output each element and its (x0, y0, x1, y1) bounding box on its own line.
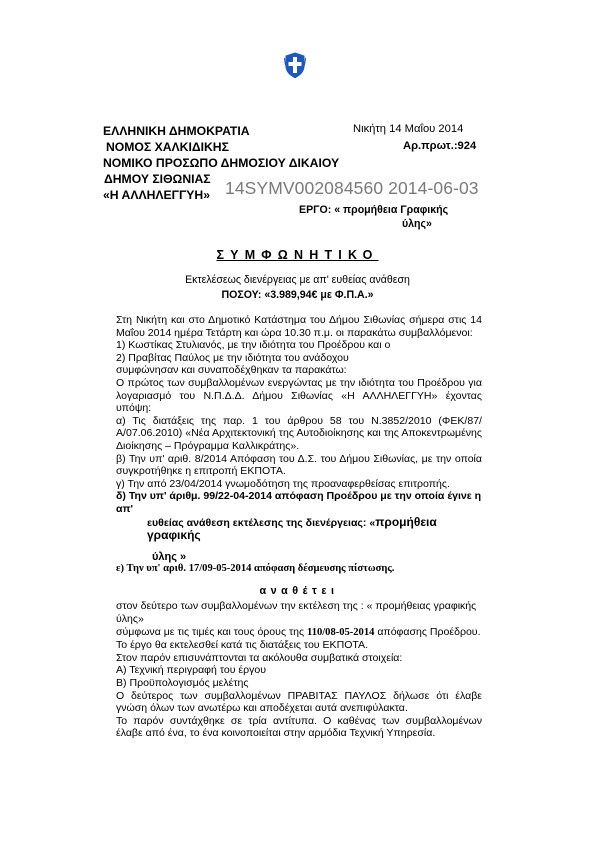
paragraph-clause-a: α) Τις διατάξεις της παρ. 1 του άρθρου 58 του Ν.3852/2010 (ΦΕΚ/87/Α/07.06.2010) «Νέα Αρχιτεκτονική της Αυτοδιοίκησης και της Αποκεντρωμένης Διοίκησης – Πρόγραμμα Καλλικράτης». (116, 414, 482, 452)
paragraph-attachments: Στον παρόν επισυνάπτονται τα ακόλουθα συμβατικά στοιχεία: (116, 651, 403, 664)
project-subject-line1: ΕΡΓΟ: « προμήθεια Γραφικής (299, 204, 449, 216)
clause-d-subject-end: ύλης » (152, 550, 187, 563)
attachment-a: Α) Τεχνική περιγραφή του έργου (116, 664, 267, 677)
paragraph-assignment: στον δεύτερο των συμβαλλομένων την εκτέλεση της : « προμήθειας γραφικής ύλης» (116, 600, 477, 626)
paragraph-agreed: συμφώνησαν και συναποδέχθηκαν τα παρακάτω: (116, 364, 347, 377)
paragraph-execution: Το έργο θα εκτελεσθεί κατά τις διατάξεις του ΕΚΠΟΤΑ. (116, 639, 369, 652)
terms-text-end: απόφασης Προέδρου. (374, 625, 481, 638)
diavgeia-id: 14SYMV002084560 2014-06-03 (225, 178, 479, 198)
assigns-heading: αναθέτει (259, 584, 339, 597)
paragraph-first-party: Ο πρώτος των συμβαλλομένων ενεργώντας με την ιδιότητα του Προέδρου για λογαριασμό του Ν.Π.Δ.Δ. Δήμου Σιθωνίας «Η ΑΛΛΗΛΕΓΓΥΗ» έχοντας υπόψη: (116, 376, 482, 415)
party-first: 1) Κωστίκας Στυλιανός, με την ιδιότητα του Προέδρου και ο (116, 339, 391, 352)
paragraph-clause-e: ε) Την υπ' αριθ. 17/09-05-2014 απόφαση δέσμευσης πίστωσης. (116, 563, 395, 575)
issuer-line-republic: ΕΛΛΗΝΙΚΗ ΔΗΜΟΚΡΑΤΙΑ (103, 124, 250, 138)
paragraph-acceptance: Ο δεύτερος των συμβαλλομένων ΠΡΑΒΙΤΑΣ ΠΑΥΛΟΣ δήλωσε ότι έλαβε γνώση όλων των ανωτέρω και αποδέχεται αυτά ανεπιφύλακτα. (116, 689, 482, 715)
paragraph-clause-d: δ) Την υπ' άριθμ. 99/22-04-2014 απόφαση Προέδρου με την οποία έγινε η απ' (116, 490, 482, 515)
project-subject (299, 203, 489, 231)
issuer-line-entity-name: «Η ΑΛΛΗΛΕΓΓΥΗ» (103, 188, 210, 202)
document-subtitle: Εκτελέσεως διενέργειας με απ' ευθείας ανάθεση (185, 274, 410, 286)
clause-d-award-text: ευθείας ανάθεση εκτέλεσης της διενέργειας: « (147, 516, 376, 529)
clause-d-subject: προμήθεια γραφικής (147, 514, 437, 543)
paragraph-clause-b: β) Την υπ' αριθ. 8/2014 Απόφαση του Δ.Σ. του Δήμου Σιθωνίας, με την οποία συγκροτήθηκε η επιτροπή ΕΚΠΟΤΑ. (116, 452, 482, 478)
paragraph-copies: Το παρόν συντάχθηκε σε τρία αντίτυπα. Ο καθένας των συμβαλλομένων έλαβε από ένα, το ένα κοινοποιείται στην αρμόδια Τεχνική Υπηρεσία. (116, 714, 482, 740)
project-subject-line2: ύλης» (402, 218, 432, 230)
decision-number: 110/08-05-2014 (307, 626, 375, 638)
issuer-line-legal-entity: ΝΟΜΙΚΟ ΠΡΟΣΩΠΟ ΔΗΜΟΣΙΟΥ ΔΙΚΑΙΟΥ (103, 156, 340, 170)
protocol-number: Αρ.πρωτ.:924 (403, 140, 477, 152)
place-date: Νικήτη 14 Μαΐου 2014 (353, 123, 464, 135)
issuer-line-prefecture: ΝΟΜΟΣ ΧΑΛΚΙΔΙΚΗΣ (106, 140, 229, 154)
coat-of-arms-icon (284, 52, 306, 78)
document-title: ΣΥΜΦΩΝΗΤΙΚΟ (216, 248, 379, 262)
contract-amount: ΠΟΣΟΥ: «3.989,94€ με Φ.Π.Α.» (221, 289, 374, 301)
paragraph-assignment-terms (116, 626, 482, 640)
spacer (116, 576, 482, 585)
paragraph-clause-d-cont (116, 516, 482, 543)
terms-text: σύμφωνα με τις τιμές και τους όρους της (116, 625, 307, 638)
paragraph-clause-c: γ) Την από 23/04/2014 γνωμοδότηση της προαναφερθείσας επιτροπής. (116, 477, 450, 490)
paragraph-intro: Στη Νικήτη και στο Δημοτικό Κατάστημα του Δήμου Σιθωνίας σήμερα στις 14 Μαΐου 2014 ημέρα Τετάρτη και ώρα 10.30 π.μ. οι παρακάτω συμβαλλόμενοι: (116, 314, 482, 339)
attachment-b: Β) Προϋπολογισμός μελέτης (116, 677, 249, 690)
issuer-line-municipality: ΔΗΜΟΥ ΣΙΘΩΝΙΑΣ (104, 172, 211, 186)
contract-body (116, 314, 482, 740)
party-second: 2) Πραβίτας Παύλος με την ιδιότητα του ανάδοχου (116, 351, 349, 364)
spacer (116, 543, 482, 551)
